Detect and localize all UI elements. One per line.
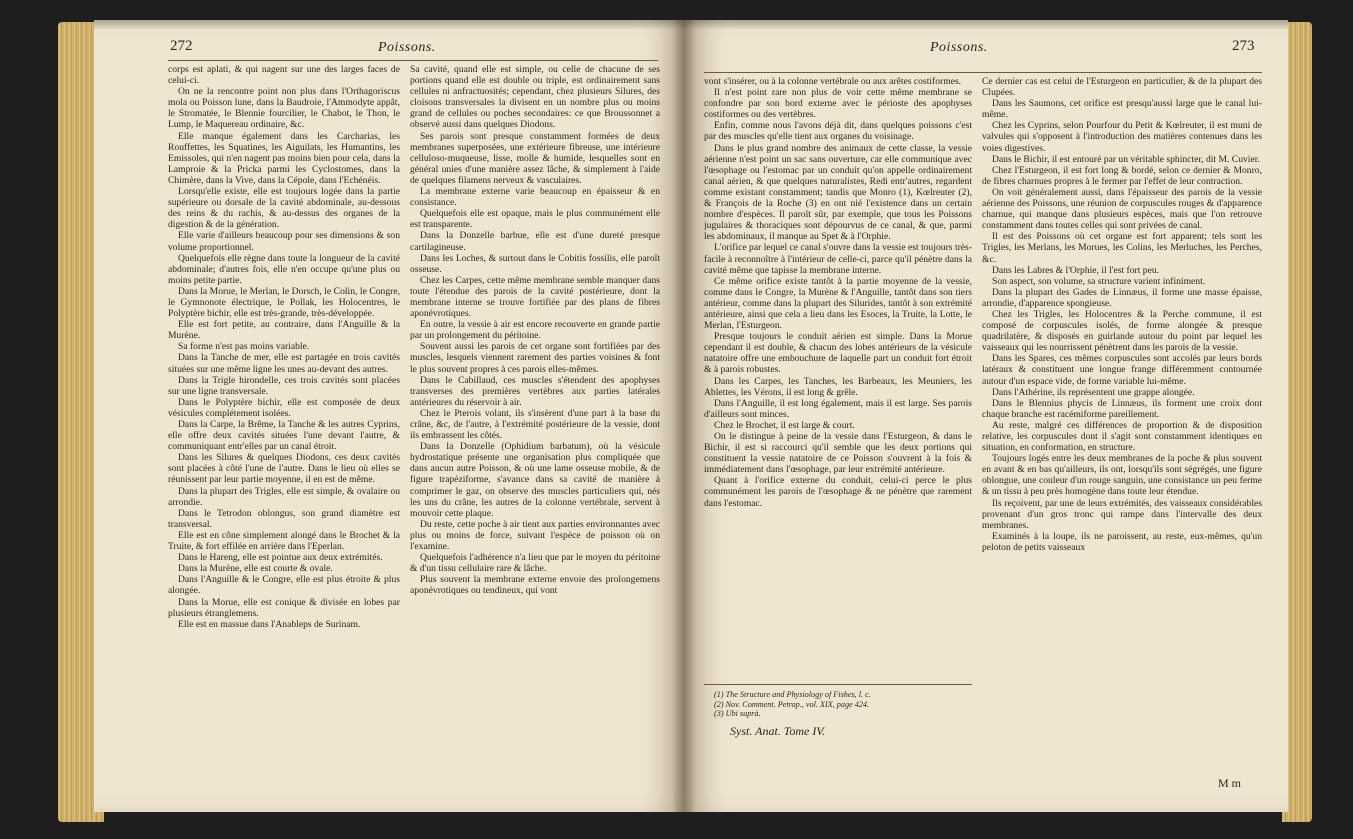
- left-column-2: [410, 64, 660, 794]
- paragraph: Dans le plus grand nombre des animaux de cette classe, la vessie aérienne n'est point un sac sans ouverture, car elle communique avec l'œsophage ou l'estomac par un conduit qu'on appelle ordinairement canal aérien, & que quelques naturalistes, Redi entr'autres, regardent comme existant constamment; tandis que Monro (1), Kœlreuter (2), & François de la Roche (3) en ont nié l'existence dans un certain nombre d'espèces. Il paroît sûr, par exemple, que tous les Poissons jugulaires & thoraciques sont dépourvus de ce canal, & que, parmi les abdominaux, il manque au Spet & à l'Orphie.: [704, 142, 972, 243]
- paragraph: Dans la plupart des Gades de Linnæus, il forme une masse épaisse, arrondie, d'apparence spongieuse.: [982, 286, 1262, 309]
- paragraph: Au reste, malgré ces différences de proportion & de disposition relative, les corpuscules dont il s'agit sont constamment identiques en situation, en conformation, en structure.: [982, 419, 1262, 454]
- paragraph: Dans l'Anguille, il est long également, mais il est large. Ses parois d'ailleurs sont minces.: [704, 397, 972, 420]
- paragraph: L'orifice par lequel ce canal s'ouvre dans la vessie est toujours très-facile à reconnoître à l'intérieur de celle-ci, parce qu'il pénètre dans la cavité même que tapisse la membrane interne.: [704, 242, 972, 276]
- paragraph: Ce même orifice existe tantôt à la partie moyenne de la vessie, comme dans le Congre, la Murène & l'Anguille, tantôt dans son tiers antérieur, comme dans la plupart des Silurides, tantôt à son extrémité antérieure, ainsi que cela a lieu dans les Esoces, la Truite, la Lotte, le Merlan, l'Esturgeon.: [704, 275, 972, 332]
- paragraph: Dans la Donzelle (Ophidium barbatum), où la vésicule hydrostatique présente une organisation plus compliquée que dans aucun autre Poisson, & où une lame osseuse mobile, & de figure trapéziforme, s'avance dans sa cavité de manière à comprimer le gaz, on observe des muscles particuliers qui, nés les uns du crâne, les autres de la colonne vertébrale, servent à mouvoir cette plaque.: [410, 441, 660, 519]
- paragraph: Dans le Tetrodon oblongus, son grand diamètre est transversal.: [168, 507, 400, 530]
- paragraph: Dans les Saumons, cet orifice est presqu'aussi large que le canal lui-même.: [982, 98, 1262, 121]
- paragraph: On ne la rencontre point non plus dans l'Orthagoriscus mola ou Poisson lune, dans la Baudroie, l'Ammodyte appât, le Stromatée, le Blennie fourcilier, le Chabot, le Thon, le Lump, le Maquereau ordinaire, &c.: [168, 86, 400, 131]
- paragraph: Quant à l'orifice externe du conduit, celui-ci perce le plus communément les parois de l'œsophage & ne pénètre que rarement dans l'estomac.: [704, 475, 972, 509]
- paragraph: Du reste, cette poche à air tient aux parties environnantes avec plus ou moins de force, suivant l'espèce de poisson où on l'examine.: [410, 518, 660, 553]
- left-column-1: [168, 64, 400, 794]
- paragraph: Ses parois sont presque constamment formées de deux membranes superposées, une extérieure fibreuse, une intérieure celluloso-muqueuse, lisse, molle & humide, lesquelles sont en général unies d'une manière assez lâche, & simplement à l'aide de quelques filamens nerveux & vasculaires.: [410, 130, 660, 186]
- paragraph: Elle manque également dans les Carcharias, les Rouffettes, les Squatines, les Aiguilats, les Humantins, les Emissoles, qui n'en nagent pas moins bien pour cela, dans la Lamproie & la Pricka parmi les Cyclostomes, dans la Chimère, dans la Vive, dans la Cépole, dans l'Echénéis.: [168, 130, 400, 186]
- paragraph: Dans la Trigle hirondelle, ces trois cavités sont placées sur une ligne transversale.: [168, 374, 400, 397]
- paragraph: Dans la Morue, elle est conique & divisée en lobes par plusieurs étranglemens.: [168, 596, 400, 619]
- paragraph: Chez les Cyprins, selon Pourfour du Petit & Kœlreuter, il est muni de valvules qui s'opposent à l'introduction des matières contenues dans les voies digestives.: [982, 120, 1262, 154]
- paragraph: Dans les Carpes, les Tanches, les Barbeaux, les Meuniers, les Ablettes, les Vérons, il est long & grêle.: [704, 375, 972, 398]
- book-gutter: [672, 20, 696, 812]
- paragraph: Dans l'Athérine, ils représentent une grappe alongée.: [992, 386, 1195, 398]
- left-running-head: Poissons.: [378, 40, 436, 55]
- paragraph: Presque toujours le conduit aérien est simple. Dans la Morue cependant il est double, & chacun des lobes antérieurs de la vésicule natatoire offre une embouchure de laquelle part un conduit fort étroit & à parois robustes.: [704, 331, 972, 376]
- paragraph: Dans la Morue, le Merlan, le Dorsch, le Colin, le Congre, le Gymnonote électrique, le Pollak, les Holocentres, le Polyptère bichir, elle est très-grande, très-développée.: [168, 285, 400, 320]
- paragraph: Dans l'Anguille & le Congre, elle est plus étroite & plus alongée.: [168, 574, 400, 597]
- paragraph: Ils reçoivent, par une de leurs extrémités, des vaisseaux considérables provenant d'un gros tronc qui rampe dans l'intervalle des deux membranes.: [982, 497, 1262, 531]
- left-page-number: 272: [170, 38, 193, 54]
- top-shadow: [94, 20, 1288, 30]
- paragraph: Lorsqu'elle existe, elle est toujours logée dans la partie supérieure ou dorsale de la cavité abdominale, au-dessous des reins & du rachis, & au-dessus des organes de la digestion & de la génération.: [168, 186, 400, 231]
- paragraph: Chez le Pterois volant, ils s'insèrent d'une part à la base du crâne, &c, de l'autre, à l'extrémité postérieure de la vessie, dont ils embrassent les côtés.: [410, 407, 660, 442]
- paragraph: Quelquefois l'adhérence n'a lieu que par le moyen du péritoine & d'un tissu cellulaire rare & lâche.: [410, 552, 660, 575]
- right-column-1: [704, 76, 972, 666]
- paragraph: Dans le Bichir, il est entouré par un véritable sphincter, dit M. Cuvier.: [992, 153, 1260, 165]
- footnote-rule: [704, 684, 972, 685]
- paragraph: Chez l'Esturgeon, il est fort long & bordé, selon ce dernier & Monro, de fibres charnues propres à le fermer par l'effet de leur contraction.: [982, 164, 1262, 187]
- paragraph: Dans le Cabillaud, ces muscles s'étendent des apophyses transverses des premières vertèbres aux parties latérales antérieures du réservoir à air.: [410, 374, 660, 408]
- paragraph: Quelquefois elle est opaque, mais le plus communément elle est transparente.: [410, 208, 660, 231]
- paragraph: Chez les Trigles, les Holocentres & la Perche commune, il est composé de corpuscules isolés, de forme alongée & presque quadrilatère, & disposés en guirlande autour du point par lequel les vaisseaux qui les nourrissent pénètrent dans les parois de la vessie.: [982, 308, 1262, 354]
- footnote-3: (3) Ubi suprà.: [714, 709, 761, 719]
- right-head-rule: [704, 72, 1262, 73]
- paragraph: Il est des Poissons où cet organe est fort apparent; tels sont les Trigles, les Merlans, les Morues, les Colins, les Merluches, les Perches, &c.: [982, 231, 1262, 265]
- paragraph: Enfin, comme nous l'avons déjà dit, dans quelques poissons c'est par des muscles qu'elle tient aux organes du voisinage.: [704, 120, 972, 143]
- footnotes: [714, 690, 871, 719]
- catchword: M m: [1218, 776, 1242, 790]
- paragraph: Dans la Carpe, la Brême, la Tanche & les autres Cyprins, elle offre deux cavités situées l'une devant l'autre, & communiquant entr'elles par un canal étroit.: [168, 419, 400, 453]
- right-running-head: Poissons.: [930, 40, 988, 55]
- footnote-2: (2) Nov. Comment. Petrop., vol. XIX, page 424.: [714, 699, 870, 709]
- right-page-number: 273: [1232, 38, 1255, 54]
- paragraph: La membrane externe varie beaucoup en épaisseur & en consistance.: [410, 186, 660, 209]
- paragraph: Quelquefois elle règne dans toute la longueur de la cavité abdominale; d'autres fois, elle n'en occupe qu'une plus ou moins petite partie.: [168, 252, 400, 286]
- paragraph: vont s'insérer, ou à la colonne vertébrale ou aux arêtes costiformes.: [704, 76, 962, 87]
- paragraph: Dans la plupart des Trigles, elle est simple, & ovalaire ou arrondie.: [168, 485, 400, 508]
- paragraph: Son aspect, son volume, sa structure varient infiniment.: [992, 275, 1206, 287]
- paragraph: Chez les Carpes, cette même membrane semble manquer dans toute l'étendue des parois de la cavité postérieure, dont la membrane interne se trouve fortifiée par des plans de fibres aponévrotiques.: [410, 274, 660, 320]
- paragraph: Elle est en massue dans l'Anableps de Surinam.: [178, 618, 361, 630]
- paragraph: corps est aplati, & qui nagent sur une des larges faces de celui-ci.: [168, 64, 400, 87]
- paragraph: Souvent aussi les parois de cet organe sont fortifiées par des muscles, lesquels viennent rarement des parties voisines & font le plus souvent propres à ces parois elles-mêmes.: [410, 341, 660, 375]
- paragraph: Dans le Hareng, elle est pointue aux deux extrémités.: [178, 552, 383, 564]
- signature-mark: Syst. Anat. Tome IV.: [730, 724, 826, 738]
- paragraph: Il n'est point rare non plus de voir cette même membrane se confondre par son bord externe avec le périoste des apophyses costiformes ou des vertèbres.: [704, 87, 972, 121]
- paragraph: Ce dernier cas est celui de l'Esturgeon en particulier, & de la plupart des Clupées.: [982, 76, 1262, 99]
- paragraph: Examinés à la loupe, ils ne paroissent, au reste, eux-mêmes, qu'un peloton de petits vaisseaux: [982, 530, 1262, 553]
- paragraph: Toujours logés entre les deux membranes de la poche & plus souvent en avant & en bas qu'ailleurs, ils ont, lorsqu'ils sont ségrégés, une figure oblongue, une couleur d'un rouge sanguin, une consistance un peu ferme & un tissu à peu près homogène dans toute leur étendue.: [982, 453, 1262, 498]
- paragraph: Elle est en cône simplement alongé dans le Brochet & la Truite, & fort effilée en arrière dans l'Eperlan.: [168, 529, 400, 553]
- footnote-1: (1) The Structure and Physiology of Fishes, l. c.: [714, 690, 871, 699]
- paragraph: Dans la Murène, elle est courte & ovale.: [178, 563, 333, 575]
- paragraph: Dans le Polyptère bichir, elle est composée de deux vésicules complétement isolées.: [168, 396, 400, 419]
- paragraph: En outre, la vessie à air est encore recouverte en grande partie par un prolongement du péritoine.: [410, 319, 660, 342]
- paragraph: Dans le Blennius phycis de Linnæus, ils forment une croix dont chaque branche est racémiforme pareillement.: [982, 397, 1262, 420]
- paragraph: Elle est fort petite, au contraire, dans l'Anguille & la Murène.: [168, 319, 400, 342]
- paragraph: Dans les Loches, & surtout dans le Cobitis fossilis, elle paroît osseuse.: [410, 252, 660, 275]
- paragraph: Sa cavité, quand elle est simple, ou celle de chacune de ses portions quand elle est double ou triple, est ordinairement sans cellules ni anfractuosités; cependant, chez plusieurs Silures, des cloisons transversales la divisent en un nombre plus ou moins grand de cellules ou poches secondaires: ce que Broussonnet a observé aussi dans quelques Diodons.: [410, 64, 660, 131]
- paragraph: Dans la Tanche de mer, elle est partagée en trois cavités situées sur une même ligne les unes au-devant des autres.: [168, 352, 400, 375]
- paragraph: Plus souvent la membrane externe envoie des prolongemens aponévrotiques ou tendineux, qui vont: [410, 574, 660, 597]
- paragraph: On voit généralement aussi, dans l'épaisseur des parois de la vessie aérienne des Poissons, une réunion de corpuscules rouges & d'apparence charnue, qui manque dans plusieurs espèces, mais que l'on retrouve constamment dans toutes celles qui sont privées de canal.: [982, 186, 1262, 232]
- paragraph: On le distingue à peine de la vessie dans l'Esturgeon, & dans le Bichir, il est si raccourci qu'il semble que les deux portions qui constituent la vessie natatoire de ce Poisson s'ouvrent à la fois & immédiatement dans l'œsophage, par leur extrémité antérieure.: [704, 431, 972, 476]
- paragraph: Dans les Silures & quelques Diodons, ces deux cavités sont placées à côté l'une de l'autre. Dans le lieu où elles se réunissent par leur partie moyenne, il en est de même.: [168, 452, 400, 486]
- paragraph: Sa forme n'est pas moins variable.: [178, 341, 310, 353]
- paragraph: Dans les Labres & l'Orphie, il l'est fort peu.: [992, 264, 1160, 276]
- paragraph: Dans les Spares, ces mêmes corpuscules sont accolés par leurs bords latéraux & constituent une longue frange différemment contournée autour d'un espace vide, de forme variable lui-même.: [982, 353, 1262, 387]
- right-column-2: [982, 76, 1262, 766]
- paragraph: Elle varie d'ailleurs beaucoup pour ses dimensions & son volume proportionnel.: [168, 230, 400, 253]
- paragraph: Dans la Donzelle barbue, elle est d'une dureté presque cartilagineuse.: [410, 230, 660, 253]
- left-head-rule: [168, 60, 658, 61]
- paragraph: Chez le Brochet, il est large & court.: [714, 419, 855, 431]
